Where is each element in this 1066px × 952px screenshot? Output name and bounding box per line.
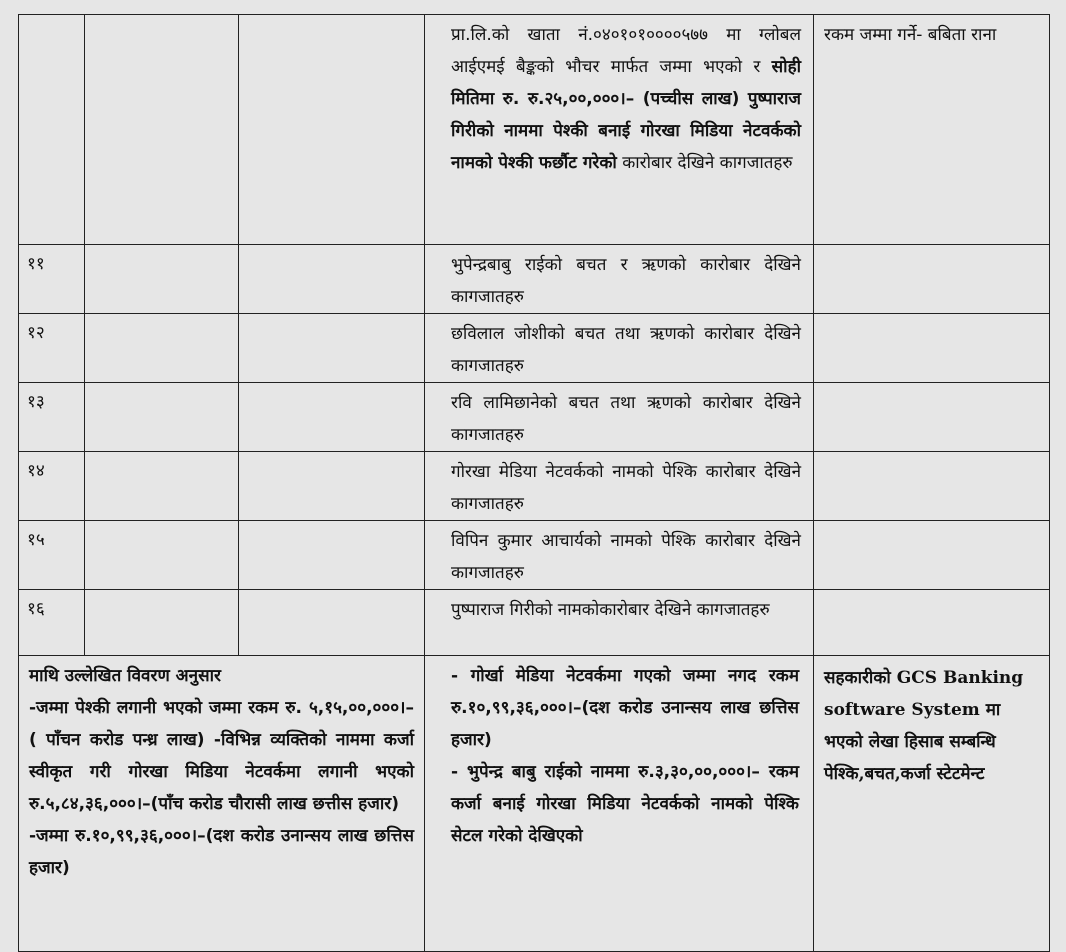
summary-paragraph: -जम्मा रु.१०,९९,३६,०००।–(दश करोड उनान्सय लाख छत्तिस हजार): [29, 826, 414, 878]
empty-cell: [85, 590, 239, 656]
summary-left: [19, 656, 424, 884]
description-part: प्रा.लि.को खाता नं.०४०१०१००००५७७ मा ग्लोबल आईएमई बैङ्कको भौचर मार्फत जम्मा भएको र: [451, 25, 801, 77]
description-text: भुपेन्द्रबाबु राईको बचत र ऋणको कारोबार देखिने कागजातहरु: [451, 255, 801, 307]
remark-cell: [814, 15, 1050, 245]
summary-paragraph: -जम्मा पेश्की लगानी भएको जम्मा रकम रु. ५,१५,००,०००।–( पाँचन करोड पन्ध्र लाख) -विभिन्न व्यक्तिको नाममा कर्जा स्वीकृत गरी गोरखा मिडिया नेटवर्कमा लगानी भएको रु.५,८४,३६,०००।–(पाँच करोड चौरासी लाख छत्तीस हजार): [29, 698, 414, 814]
empty-cell: [239, 383, 425, 452]
empty-cell: [239, 521, 425, 590]
description-cell: [425, 15, 814, 245]
table-row: [19, 383, 1050, 452]
empty-cell: [239, 15, 425, 245]
table-row: [19, 452, 1050, 521]
remark-cell: [814, 590, 1050, 656]
remark-cell: [814, 521, 1050, 590]
records-table: [18, 14, 1050, 952]
serial-number: १२: [27, 323, 45, 343]
remark-text: रकम जम्मा गर्ने- बबिता राना: [824, 25, 997, 45]
remark-cell: [814, 245, 1050, 314]
description-part: कारोबार देखिने कागजातहरु: [616, 153, 793, 173]
summary-heading: माथि उल्लेखित विवरण अनुसार: [29, 666, 221, 686]
serial-number: १५: [27, 530, 45, 550]
summary-row: [19, 656, 1050, 952]
empty-cell: [85, 452, 239, 521]
summary-paragraph: - भुपेन्द्र बाबु राईको नाममा रु.३,३०,००,०००।– रकम कर्जा बनाई गोरखा मिडिया नेटवर्कको नामको पेश्कि सेटल गरेको देखिएको: [451, 762, 799, 846]
description-text: रवि लामिछानेको बचत तथा ऋणको कारोबार देखिने कागजातहरु: [451, 393, 801, 445]
description-text: गोरखा मेडिया नेटवर्कको नामको पेश्कि कारोबार देखिने कागजातहरु: [451, 462, 801, 514]
table-row: [19, 314, 1050, 383]
empty-cell: [239, 452, 425, 521]
summary-middle: [425, 656, 813, 852]
empty-cell: [85, 245, 239, 314]
serial-cell: [19, 15, 85, 245]
description-text: छविलाल जोशीको बचत तथा ऋणको कारोबार देखिने कागजातहरु: [451, 324, 801, 376]
remark-cell: [814, 314, 1050, 383]
summary-right-text: सहकारीको GCS Banking software System मा भएको लेखा हिसाब सम्बन्धि पेश्कि,बचत,कर्जा स्टेटमेन्ट: [824, 668, 1024, 784]
remark-cell: [814, 452, 1050, 521]
empty-cell: [85, 521, 239, 590]
empty-cell: [85, 314, 239, 383]
description-text: पुष्पाराज गिरीको नामकोकारोबार देखिने कागजातहरु: [451, 600, 770, 620]
serial-number: ११: [27, 254, 45, 274]
table-row: [19, 521, 1050, 590]
remark-cell: [814, 383, 1050, 452]
empty-cell: [85, 15, 239, 245]
summary-left-cell: [19, 656, 425, 952]
summary-paragraph: - गोर्खा मेडिया नेटवर्कमा गएको जम्मा नगद रकम रु.१०,९९,३६,०००।–(दश करोड उनान्सय लाख छत्तिस हजार): [451, 666, 799, 750]
table-row: [19, 590, 1050, 656]
description-bold-part: सोही मितिमा रु. रु.२५,००,०००।– (पच्चीस लाख) पुष्पाराज गिरीको नाममा पेश्की बनाई गोरखा मिडिया नेटवर्कको नामको पेश्की फर्छौट गरेको: [451, 57, 801, 173]
empty-cell: [85, 383, 239, 452]
description-text: [425, 15, 813, 179]
empty-cell: [239, 590, 425, 656]
summary-right-cell: [814, 656, 1050, 952]
serial-number: १३: [27, 392, 45, 412]
serial-number: १४: [27, 461, 45, 481]
summary-mid-cell: [425, 656, 814, 952]
empty-cell: [239, 314, 425, 383]
table-row: [19, 15, 1050, 245]
table-row: [19, 245, 1050, 314]
serial-number: १६: [27, 599, 45, 619]
description-text: विपिन कुमार आचार्यको नामको पेश्कि कारोबार देखिने कागजातहरु: [451, 531, 801, 583]
empty-cell: [239, 245, 425, 314]
